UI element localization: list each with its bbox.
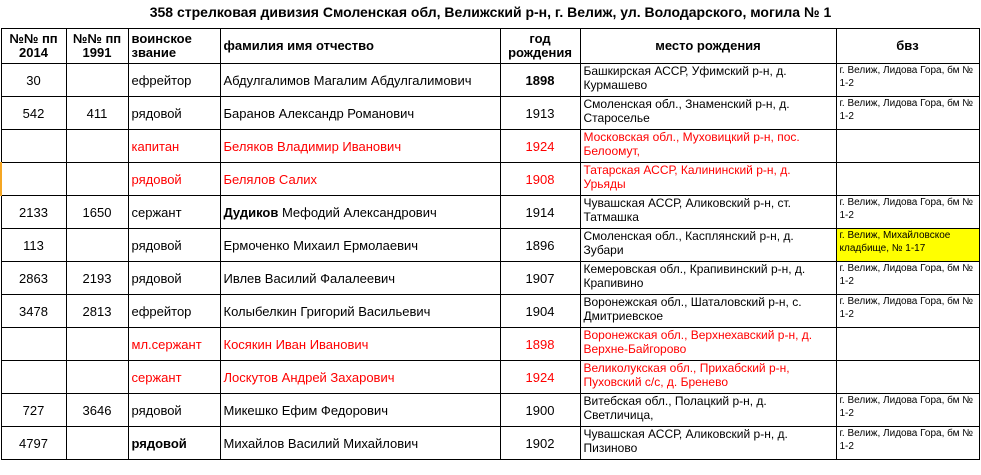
cell-place: Чувашская АССР, Аликовский р-н, д. Пизиново <box>580 427 836 460</box>
cell-place: Воронежская обл., Шаталовский р-н, с. Дмитриевское <box>580 295 836 328</box>
cell-place: Витебская обл., Полацкий р-н, д. Светличица, <box>580 394 836 427</box>
table-row <box>1 196 979 229</box>
cell-n1991: 2193 <box>66 262 128 295</box>
cell-n2014: 727 <box>1 394 66 427</box>
table-row <box>1 295 979 328</box>
cell-name: Беляков Владимир Иванович <box>220 130 500 163</box>
cell-rank: рядовой <box>128 229 220 262</box>
header-n2014: №№ пп 2014 <box>1 29 66 64</box>
burial-table <box>0 28 980 460</box>
cell-year: 1914 <box>500 196 580 229</box>
cell-n2014 <box>1 328 66 361</box>
table-row <box>1 229 979 262</box>
table-row <box>1 361 979 394</box>
cell-year: 1907 <box>500 262 580 295</box>
cell-rank: рядовой <box>128 427 220 460</box>
cell-name: Микешко Ефим Федорович <box>220 394 500 427</box>
cell-bvz: г. Велиж, Лидова Гора, бм № 1-2 <box>836 262 979 295</box>
cell-rank: сержант <box>128 196 220 229</box>
cell-n1991 <box>66 130 128 163</box>
surname: Дудиков <box>223 204 279 220</box>
cell-bvz: г. Велиж, Лидова Гора, бм № 1-2 <box>836 394 979 427</box>
cell-year: 1908 <box>500 163 580 196</box>
cell-rank: ефрейтор <box>128 64 220 97</box>
cell-n1991: 3646 <box>66 394 128 427</box>
header-name: фамилия имя отчество <box>220 29 500 64</box>
cell-name: Колыбелкин Григорий Васильевич <box>220 295 500 328</box>
cell-n2014: 3478 <box>1 295 66 328</box>
table-header-row <box>1 29 979 64</box>
cell-n2014 <box>1 361 66 394</box>
cell-place: Чувашская АССР, Аликовский р-н, ст. Татмашка <box>580 196 836 229</box>
cell-rank: сержант <box>128 361 220 394</box>
cell-bvz: г. Велиж, Лидова Гора, бм № 1-2 <box>836 427 979 460</box>
cell-name <box>220 196 500 229</box>
cell-rank: мл.сержант <box>128 328 220 361</box>
cell-n1991: 2813 <box>66 295 128 328</box>
cell-bvz <box>836 361 979 394</box>
table-row <box>1 130 979 163</box>
cell-n1991 <box>66 328 128 361</box>
cell-bvz: г. Велиж, Лидова Гора, бм № 1-2 <box>836 97 979 130</box>
cell-n2014 <box>1 163 66 196</box>
cell-n1991 <box>66 163 128 196</box>
page-title: 358 стрелковая дивизия Смоленская обл, Велижский р-н, г. Велиж, ул. Володарского, могила № 1 <box>149 4 832 20</box>
cell-year: 1924 <box>500 130 580 163</box>
table-row <box>1 394 979 427</box>
cell-name: Ивлев Василий Фалалеевич <box>220 262 500 295</box>
cell-n2014 <box>1 130 66 163</box>
cell-year: 1913 <box>500 97 580 130</box>
cell-bvz <box>836 163 979 196</box>
cell-year: 1898 <box>500 64 580 97</box>
table-row <box>1 427 979 460</box>
cell-n1991: 1650 <box>66 196 128 229</box>
cell-name: Ермоченко Михаил Ермолаевич <box>220 229 500 262</box>
cell-n2014: 113 <box>1 229 66 262</box>
cell-name: Белялов Салих <box>220 163 500 196</box>
cell-year: 1902 <box>500 427 580 460</box>
cell-rank: ефрейтор <box>128 295 220 328</box>
cell-n1991: 411 <box>66 97 128 130</box>
cell-year: 1900 <box>500 394 580 427</box>
cell-n1991 <box>66 64 128 97</box>
cell-rank: рядовой <box>128 262 220 295</box>
cell-rank: рядовой <box>128 97 220 130</box>
cell-bvz <box>836 328 979 361</box>
cell-bvz <box>836 130 979 163</box>
cell-place: Воронежская обл., Верхнехавский р-н, д. Верхне-Байгорово <box>580 328 836 361</box>
cell-n2014: 2133 <box>1 196 66 229</box>
cell-year: 1924 <box>500 361 580 394</box>
cell-year: 1896 <box>500 229 580 262</box>
cell-rank: капитан <box>128 130 220 163</box>
cell-place: Великолукская обл., Прихабский р-н, Пуховский с/с, д. Бренево <box>580 361 836 394</box>
header-place: место рождения <box>580 29 836 64</box>
cell-n1991 <box>66 229 128 262</box>
cell-rank: рядовой <box>128 394 220 427</box>
cell-place: Башкирская АССР, Уфимский р-н, д. Курмашево <box>580 64 836 97</box>
cell-n2014: 30 <box>1 64 66 97</box>
cell-bvz: г. Велиж, Лидова Гора, бм № 1-2 <box>836 196 979 229</box>
cell-place: Смоленская обл., Касплянский р-н, д. Зубари <box>580 229 836 262</box>
cell-n1991 <box>66 427 128 460</box>
table-row <box>1 163 979 196</box>
header-bvz: бвз <box>836 29 979 64</box>
cell-name: Абдулгалимов Магалим Абдулгалимович <box>220 64 500 97</box>
header-n1991: №№ пп 1991 <box>66 29 128 64</box>
cell-bvz: г. Велиж, Лидова Гора, бм № 1-2 <box>836 64 979 97</box>
cell-n1991 <box>66 361 128 394</box>
cell-place: Татарская АССР, Калининский р-н, д. Урьяды <box>580 163 836 196</box>
header-rank: воинское звание <box>128 29 220 64</box>
cell-name: Баранов Александр Романович <box>220 97 500 130</box>
cell-n2014: 542 <box>1 97 66 130</box>
table-row <box>1 262 979 295</box>
given-names: Мефодий Александрович <box>278 204 437 220</box>
cell-n2014: 4797 <box>1 427 66 460</box>
header-year: год рождения <box>500 29 580 64</box>
cell-year: 1898 <box>500 328 580 361</box>
cell-name: Михайлов Василий Михайлович <box>220 427 500 460</box>
cell-rank: рядовой <box>128 163 220 196</box>
cell-n2014: 2863 <box>1 262 66 295</box>
cell-bvz-highlighted: г. Велиж, Михайловское кладбище, № 1-17 <box>836 229 979 262</box>
cell-year: 1904 <box>500 295 580 328</box>
cell-name: Лоскутов Андрей Захарович <box>220 361 500 394</box>
table-row <box>1 64 979 97</box>
cell-place: Московская обл., Муховицкий р-н, пос. Белоомут, <box>580 130 836 163</box>
cell-place: Кемеровская обл., Крапивинский р-н, д. Крапивино <box>580 262 836 295</box>
table-row <box>1 97 979 130</box>
cell-place: Смоленская обл., Знаменский р-н, д. Староселье <box>580 97 836 130</box>
cell-bvz: г. Велиж, Лидова Гора, бм № 1-2 <box>836 295 979 328</box>
cell-name: Косякин Иван Иванович <box>220 328 500 361</box>
table-row <box>1 328 979 361</box>
